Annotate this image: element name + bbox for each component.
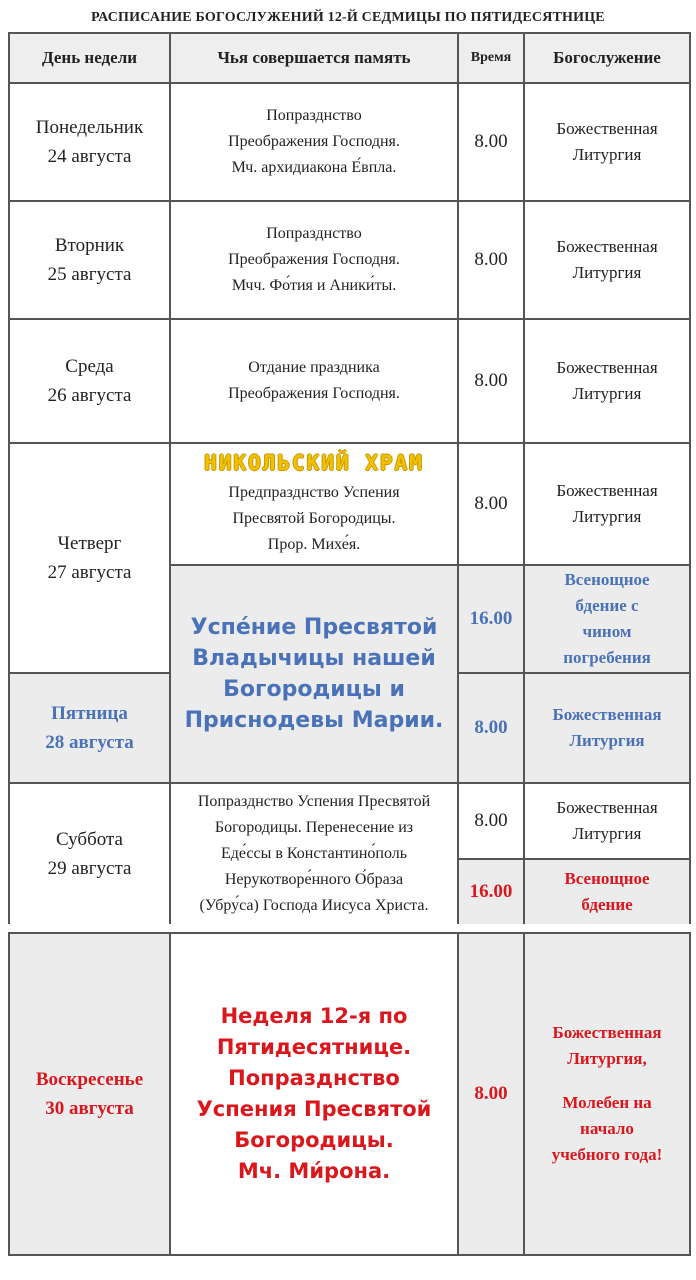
- service-line: бдение: [581, 895, 633, 914]
- day-name: Среда: [65, 356, 114, 377]
- service-spacer: [531, 1072, 683, 1090]
- feast-line: Приснодевы Марии.: [184, 708, 444, 733]
- memory-line: Нерукотворе́нного О́браза: [224, 871, 404, 888]
- time-cell: 8.00: [458, 83, 524, 201]
- memory-line: Еде́ссы в Константино́поль: [220, 845, 408, 862]
- service-cell: [524, 565, 690, 673]
- service-line: Литургия: [572, 824, 642, 843]
- service-line: Литургия: [572, 507, 642, 526]
- service-line: начало: [580, 1119, 634, 1138]
- day-cell: [9, 673, 170, 783]
- service-line: бдение с: [575, 596, 639, 615]
- day-cell: [9, 83, 170, 201]
- header-day: День недели: [9, 33, 170, 83]
- service-line: Божественная: [556, 119, 658, 138]
- service-cell: [524, 673, 690, 783]
- time-cell: 16.00: [458, 565, 524, 673]
- sunday-block: [8, 932, 689, 1256]
- memory-line: Отдание праздника: [248, 359, 380, 376]
- row-monday: [9, 83, 690, 201]
- memory-cell: [170, 83, 458, 201]
- service-line: Божественная: [556, 481, 658, 500]
- day-cell: [9, 933, 170, 1255]
- service-cell: [524, 859, 690, 925]
- memory-cell: [170, 783, 458, 925]
- memory-line: Мчч. Фо́тия и Аники́ты.: [231, 277, 397, 294]
- memory-line: (Убру́са) Господа Иисуса Христа.: [199, 897, 429, 914]
- service-line: Божественная: [552, 705, 662, 724]
- service-line: Божественная: [556, 358, 658, 377]
- service-line: Литургия,: [567, 1049, 647, 1068]
- time-cell: 8.00: [458, 443, 524, 565]
- service-line: Литургия: [572, 145, 642, 164]
- memory-line: Попразднство: [266, 107, 362, 124]
- memory-line: Мч. архидиакона Е́впла.: [231, 159, 397, 176]
- day-name: Вторник: [54, 235, 125, 256]
- time-cell: 8.00: [458, 201, 524, 319]
- day-date: 25 августа: [47, 264, 132, 285]
- feast-line: Богородицы и: [223, 677, 405, 702]
- day-name: Четверг: [57, 533, 122, 554]
- service-cell: [524, 783, 690, 859]
- day-name: Пятница: [51, 703, 128, 724]
- service-line: Литургия: [572, 263, 642, 282]
- service-line: Всенощное: [564, 869, 650, 888]
- day-date: 28 августа: [45, 732, 134, 753]
- service-line: Божественная: [552, 1023, 662, 1042]
- table-gap: [0, 924, 696, 932]
- row-tuesday: [9, 201, 690, 319]
- memory-line: Попразднство: [266, 225, 362, 242]
- memory-line: Пресвятой Богородицы.: [232, 510, 396, 527]
- day-name: Воскресенье: [35, 1069, 144, 1090]
- day-date: 30 августа: [45, 1098, 134, 1119]
- time-cell: 8.00: [458, 933, 524, 1255]
- day-date: 26 августа: [47, 385, 132, 406]
- service-line: Литургия: [569, 731, 645, 750]
- row-thursday: [9, 443, 690, 565]
- day-date: 29 августа: [47, 858, 132, 879]
- header-service: Богослужение: [524, 33, 690, 83]
- service-cell: [524, 933, 690, 1255]
- day-cell: [9, 783, 170, 925]
- header-time: Время: [458, 33, 524, 83]
- memory-line: Богородицы. Перенесение из: [214, 819, 414, 836]
- service-line: Божественная: [556, 798, 658, 817]
- day-cell: [9, 319, 170, 443]
- header-memory: Чья совершается память: [170, 33, 458, 83]
- memory-line: Преображения Господня.: [228, 251, 400, 268]
- time-cell: 8.00: [458, 319, 524, 443]
- memory-cell: [170, 933, 458, 1255]
- service-line: учебного года!: [551, 1145, 663, 1164]
- row-sunday: [9, 933, 690, 1255]
- memory-line: Попразднство: [228, 1066, 400, 1090]
- day-name: Суббота: [55, 829, 123, 850]
- service-line: Литургия: [572, 384, 642, 403]
- memory-line: Богородицы.: [234, 1128, 394, 1152]
- service-line: погребения: [563, 648, 651, 667]
- memory-cell: [170, 443, 458, 565]
- time-cell: 8.00: [458, 673, 524, 783]
- memory-line: Преображения Господня.: [228, 385, 400, 402]
- memory-line: Прор. Михе́я.: [267, 536, 361, 553]
- sunday-table: [8, 932, 691, 1256]
- service-line: Молебен на: [562, 1093, 652, 1112]
- memory-line: Успения Пресвятой: [196, 1097, 432, 1121]
- memory-cell: [170, 319, 458, 443]
- memory-line: Мч. Ми́рона.: [237, 1159, 391, 1183]
- service-cell: [524, 319, 690, 443]
- row-wednesday: [9, 319, 690, 443]
- service-line: Божественная: [556, 237, 658, 256]
- feast-line: Владычицы нашей: [192, 646, 436, 671]
- day-date: 24 августа: [47, 146, 132, 167]
- page-title: РАСПИСАНИЕ БОГОСЛУЖЕНИЙ 12-Й СЕДМИЦЫ ПО ПЯТИДЕСЯТНИЦЕ: [91, 10, 605, 25]
- time-cell: 16.00: [458, 859, 524, 925]
- service-cell: [524, 443, 690, 565]
- day-cell: [9, 443, 170, 673]
- day-cell: [9, 201, 170, 319]
- memory-line: Пятидесятнице.: [216, 1035, 412, 1059]
- church-name: НИКОЛЬСКИЙ ХРАМ: [204, 451, 424, 475]
- memory-line: Преображения Господня.: [228, 133, 400, 150]
- day-name: Понедельник: [35, 117, 144, 138]
- memory-line: Попразднство Успения Пресвятой: [197, 793, 431, 810]
- memory-cell: [170, 201, 458, 319]
- row-saturday: [9, 783, 690, 859]
- service-line: чином: [582, 622, 632, 641]
- header-row: [9, 33, 690, 83]
- time-cell: 8.00: [458, 783, 524, 859]
- feast-line: Успе́ние Пресвятой: [190, 615, 438, 640]
- service-cell: [524, 201, 690, 319]
- memory-line: Предпразднство Успения: [228, 484, 400, 501]
- memory-line: Неделя 12-я по: [220, 1004, 408, 1028]
- service-cell: [524, 83, 690, 201]
- schedule-table: [8, 32, 691, 926]
- service-line: Всенощное: [564, 570, 650, 589]
- day-date: 27 августа: [47, 562, 132, 583]
- feast-cell: [170, 565, 458, 783]
